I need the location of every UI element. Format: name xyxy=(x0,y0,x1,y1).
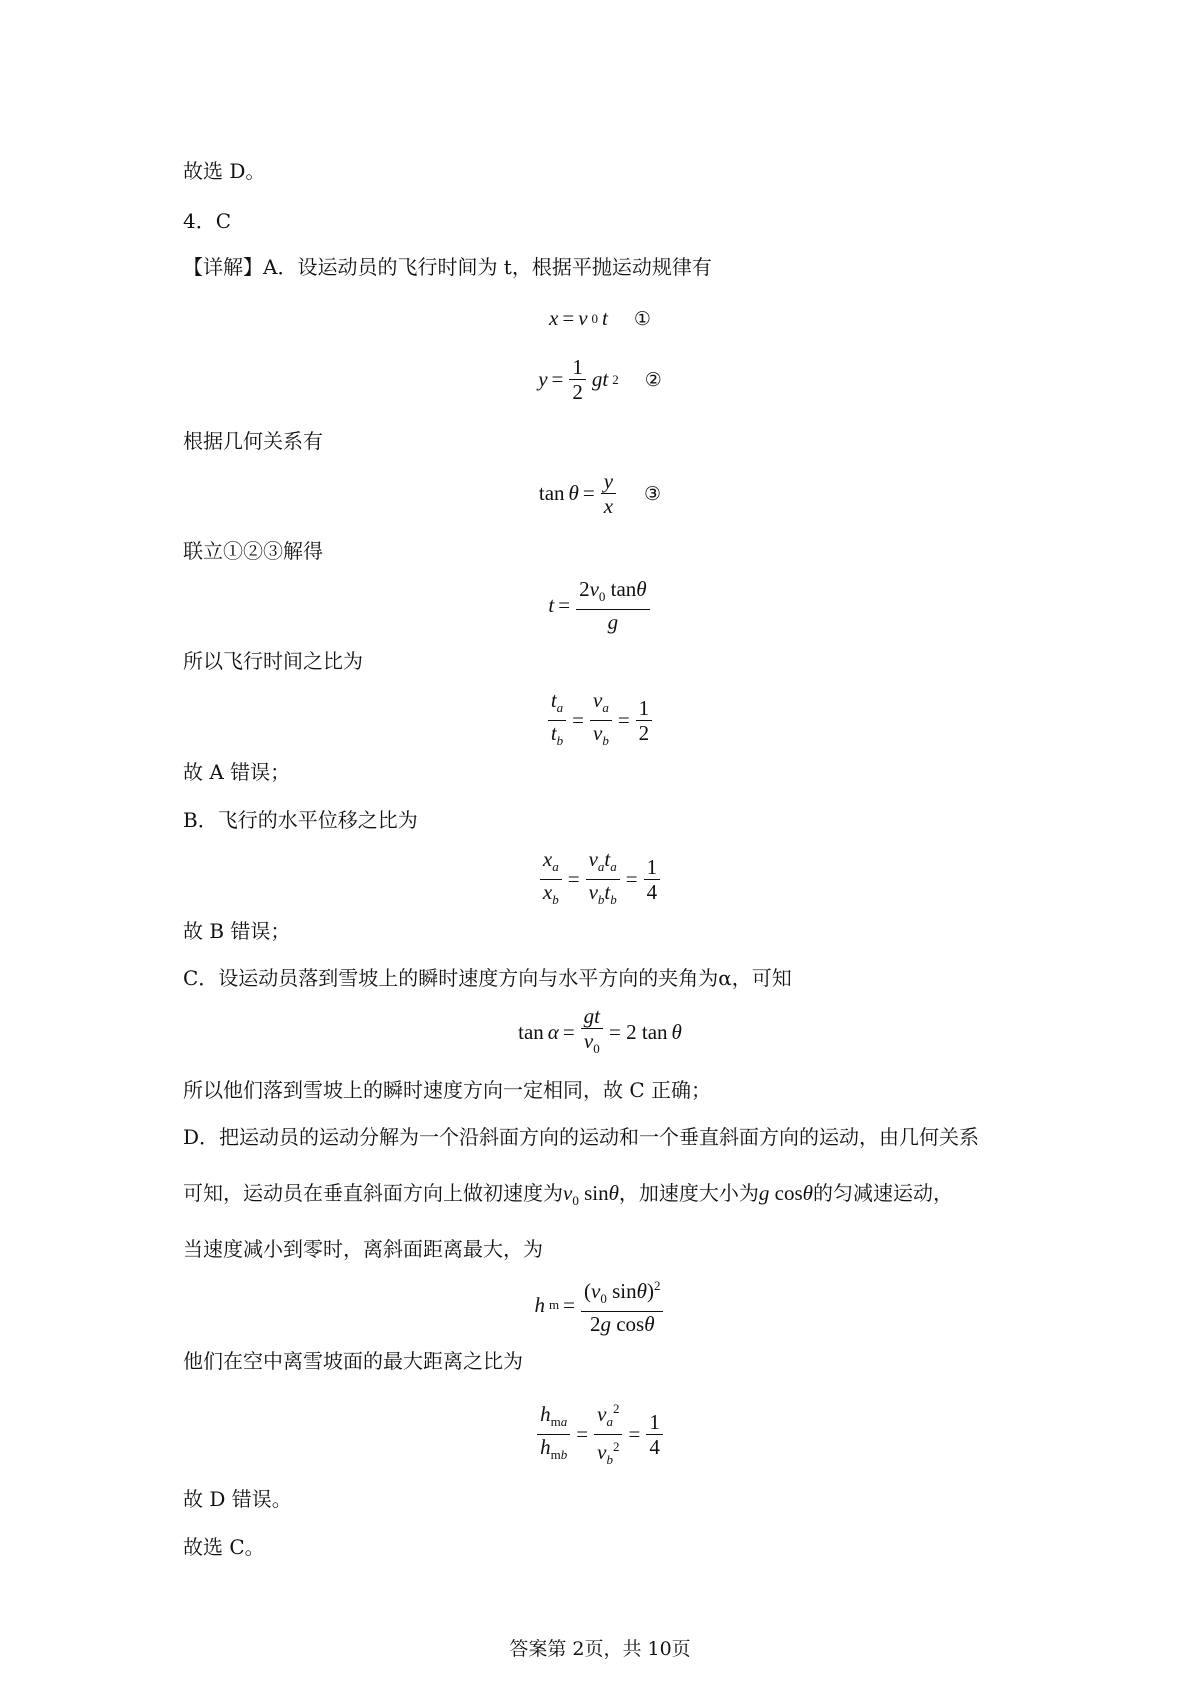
equation-tag: ② xyxy=(644,368,662,391)
equation-tag: ① xyxy=(633,307,651,330)
equation-5: $\frac{t_a}{t_b}$ = $\frac{v_a}{v_b}$ = $\frac{1}{2}$ xyxy=(0,688,1200,752)
text-line: 【详解】A．设运动员的飞行时间为 t，根据平抛运动规律有 xyxy=(183,255,712,279)
equation-9: $\frac{h_{ma}}{h_{mb}}$ = $\frac{v_a^2}{v_b^2}$ = $\frac{1}{4}$ xyxy=(0,1398,1200,1471)
text-line: 故选 D。 xyxy=(183,159,266,183)
equation-2: y = $\frac{1}{2}$ gt 2 ② xyxy=(538,355,662,404)
text-line: 故 B 错误； xyxy=(183,919,291,943)
equation-3: tan θ = $\frac{y}{x}$ ③ xyxy=(538,469,662,518)
text-line: 故 D 错误。 xyxy=(183,1487,292,1511)
text-line: 所以他们落到雪坡上的瞬时速度方向一定相同，故 C 正确； xyxy=(183,1078,712,1102)
equation-6: $\frac{x_a}{x_b}$ = $\frac{v_at_a}{v_bt_b}$ = $\frac{1}{4}$ xyxy=(0,847,1200,911)
text-segment: ，加速度大小为 xyxy=(618,1181,759,1205)
equation-1: x = v 0 t ① xyxy=(549,306,651,330)
question-number: 4．C xyxy=(183,209,232,233)
equation-7: tan α = $\frac{gt}{v_0}$ = 2 tan θ xyxy=(518,1004,682,1057)
text-line: 联立①②③解得 xyxy=(183,539,323,563)
text-line: B．飞行的水平位移之比为 xyxy=(183,808,418,832)
text-line: 他们在空中离雪坡面的最大距离之比为 xyxy=(183,1349,523,1373)
equation-4: t = $\frac{2v_0 \tan\theta}{g}$ xyxy=(0,578,1200,633)
text-line: 当速度减小到零时，离斜面距离最大，为 xyxy=(183,1237,543,1261)
text-segment: 可知，运动员在垂直斜面方向上做初速度为 xyxy=(183,1181,563,1205)
text-segment: 的匀减速运动， xyxy=(813,1181,953,1205)
text-line: C．设运动员落到雪坡上的瞬时速度方向与水平方向的夹角为α，可知 xyxy=(183,966,792,990)
text-line: 故 A 错误； xyxy=(183,760,291,784)
equation-8: h m = $\frac{(v_0 \sin\theta)^2}{\text{2g cosθ}}$ xyxy=(0,1275,1200,1335)
equation-tag: ③ xyxy=(644,482,662,505)
text-line: 故选 C。 xyxy=(183,1535,265,1559)
page-footer: 答案第 2页，共 10页 xyxy=(509,1638,691,1660)
text-line: 根据几何关系有 xyxy=(183,429,323,453)
text-line: 可知，运动员在垂直斜面方向上做初速度为$v_0$ sinθ，加速度大小为g cosθ的匀减速运动， xyxy=(183,1181,953,1209)
text-line: D．把运动员的运动分解为一个沿斜面方向的运动和一个垂直斜面方向的运动，由几何关系 xyxy=(183,1125,980,1149)
text-line: 所以飞行时间之比为 xyxy=(183,649,363,673)
